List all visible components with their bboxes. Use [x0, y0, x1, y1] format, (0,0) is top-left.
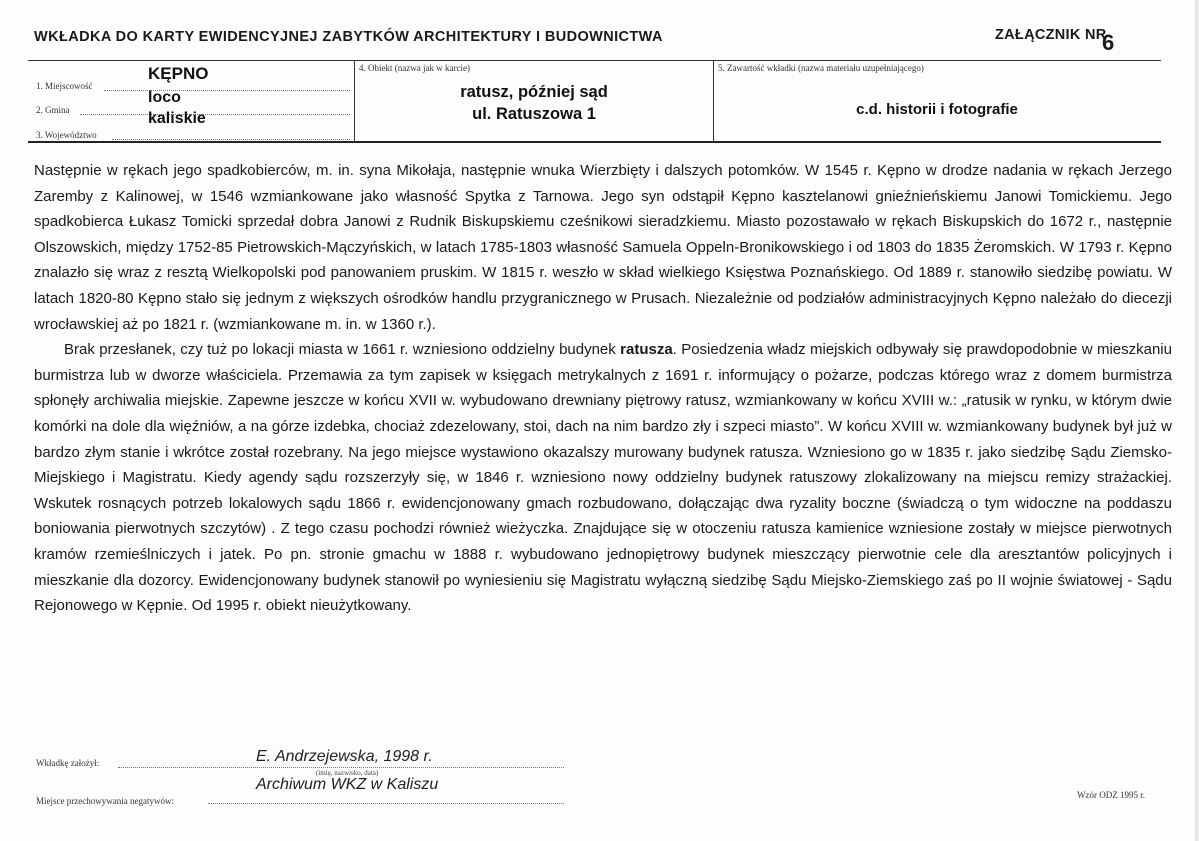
commune-dots [80, 114, 350, 115]
commune-label: 2. Gmina [36, 105, 70, 115]
header-top-rule [28, 60, 1161, 61]
negatives-label: Miejsce przechowywania negatywów: [36, 796, 174, 806]
voivodeship-dots [112, 139, 350, 140]
town-value: KĘPNO [148, 64, 209, 83]
created-by-dots [118, 767, 564, 768]
header-bottom-rule [28, 141, 1161, 143]
voivodeship-value: kaliskie [148, 110, 206, 127]
town-dots [104, 90, 350, 91]
created-by-caption: (imię, nazwisko, data) [316, 769, 379, 777]
annex-number: 6 [1102, 30, 1115, 55]
paragraph-2-keyword: ratusza [620, 341, 673, 359]
object-address: ul. Ratuszowa 1 [472, 105, 596, 123]
voivodeship-label: 3. Województwo [36, 130, 97, 140]
town-label: 1. Miejscowość [36, 81, 93, 91]
paragraph-2-rest: . Posiedzenia władz miejskich odbywały się prawdopodobnie w mieszkaniu burmistrza lub w dworze właściciela. Przemawia za tym zapisek w księgach metrykalnych z 1691 r. informujący o pożarze, podczas którego wraz z domem burmistrza spłonęły archiwalia miejskie. Zapewne jeszcze w końcu XVII w. wybudowano drewniany piętrowy ratusz, wzmiankowany w końcu XVIII w.: „ratusik w rynku, w którym dwie komórki na dole dla więźniów, a na górze izdebka, chociaż zdezelowany, stoi, dach na nim bardzo zły i szpeci miasto”. W końcu XVIII w. wzmiankowany budynek był już w bardzo złym stanie i wkrótce został rozebrany. Na jego miejsce wystawiono okazalszy murowany budynek ratusza. Wzniesiono go w 1835 r. jako siedzibę Sądu Ziemsko-Miejskiego i Magistratu. Kiedy agendy sądu rozszerzyły się, w 1846 r. wzniesiono nowy oddzielny budynek ratuszowy zlokalizowany na miejscu remizy strażackiej. Wskutek rosnących potrzeb lokalowych sądu 1866 r. ewidencjonowany gmach rozbudowano, dołączając dwa ryzality boczne (świadczą o tym widoczne na poddaszu boniowania pierwotnych szczytów) . Z tego czasu pochodzi również wieżyczka. Znajdujące się w otoczeniu ratusza kamienice wzniesione zostały w miejsce pierwotnych kramów rzemieślniczych i jatek. Po pn. stronie gmachu w 1888 r. wybudowano jednopiętrowy budynek mieszczący pierwotnie cele dla aresztantów policyjnych i mieszkanie dla dozorcy. Ewidencjonowany budynek stanowił po wyniesieniu się Magistratu wyłączną siedzibę Sądu Miejsko-Ziemskiego zaś po II wojnie światowej - Sądu Rejonowego w Kępnie. Od 1995 r. obiekt nieużytkowany. [34, 341, 1172, 615]
negatives-value: Archiwum WKZ w Kaliszu [256, 776, 439, 793]
contents-label: 5. Zawartość wkładki (nazwa materiału uzupełniającego) [718, 63, 924, 73]
form-code: Wzór ODZ 1995 r. [1077, 790, 1145, 800]
negatives-dots [208, 803, 564, 804]
object-label: 4. Obiekt (nazwa jak w karcie) [359, 63, 470, 73]
contents-value: c.d. historii i fotografie [856, 101, 1018, 118]
created-by-value: E. Andrzejewska, 1998 r. [256, 748, 433, 765]
created-by-label: Wkładkę założył: [36, 758, 100, 768]
history-paragraph-1: Następnie w rękach jego spadkobierców, m. in. syna Mikołaja, następnie wnuka Wierzbięty i dalszych potomków. W 1545 r. Kępno w drodze nadania w rękach Jerzego Zaremby z Kalinowej, w 1546 wzmiankowane jako własność Spytka z Tarnowa. Jego syn odstąpił Kępno kasztelanowi gnieźnieńskiemu Janowi Tomickiemu. Jego spadkobierca Łukasz Tomicki sprzedał dobra Janowi z Rudnik Biskupskiemu cześnikowi sieradzkiemu. Miasto pozostawało w rękach Biskupskich do 1672 r., następnie Olszowskich, między 1752-85 Pietrowskich-Mączyńskich, w latach 1785-1803 własność Samuela Oppeln-Bronikowskiego i od 1803 do 1835 Żeromskich. W 1793 r. Kępno znalazło się wraz z resztą Wielkopolski pod panowaniem pruskim. W 1815 r. weszło w skład wielkiego Księstwa Poznańskiego. Od 1889 r. stanowiło siedzibę powiatu. W latach 1820-80 Kępno stało się jednym z większych ośrodków handlu przygranicznego w Prusach. Niezależnie od podziałów administracyjnych Kępno należało do diecezji wrocławskiej aż po 1821 r. (wzmiankowane m. in. w 1360 r.). [34, 162, 1172, 333]
page-edge [1195, 0, 1199, 841]
history-text [34, 158, 1172, 619]
object-name: ratusz, później sąd [460, 83, 608, 101]
commune-value: loco [148, 89, 181, 106]
annex-label: ZAŁĄCZNIK NR [995, 27, 1107, 43]
paragraph-2-intro: Brak przesłanek, czy tuż po lokacji miasta w 1661 r. wzniesiono oddzielny budynek [64, 341, 621, 359]
history-paragraph-2 [34, 337, 1172, 619]
document-title: WKŁADKA DO KARTY EWIDENCYJNEJ ZABYTKÓW ARCHITEKTURY I BUDOWNICTWA [34, 29, 663, 45]
